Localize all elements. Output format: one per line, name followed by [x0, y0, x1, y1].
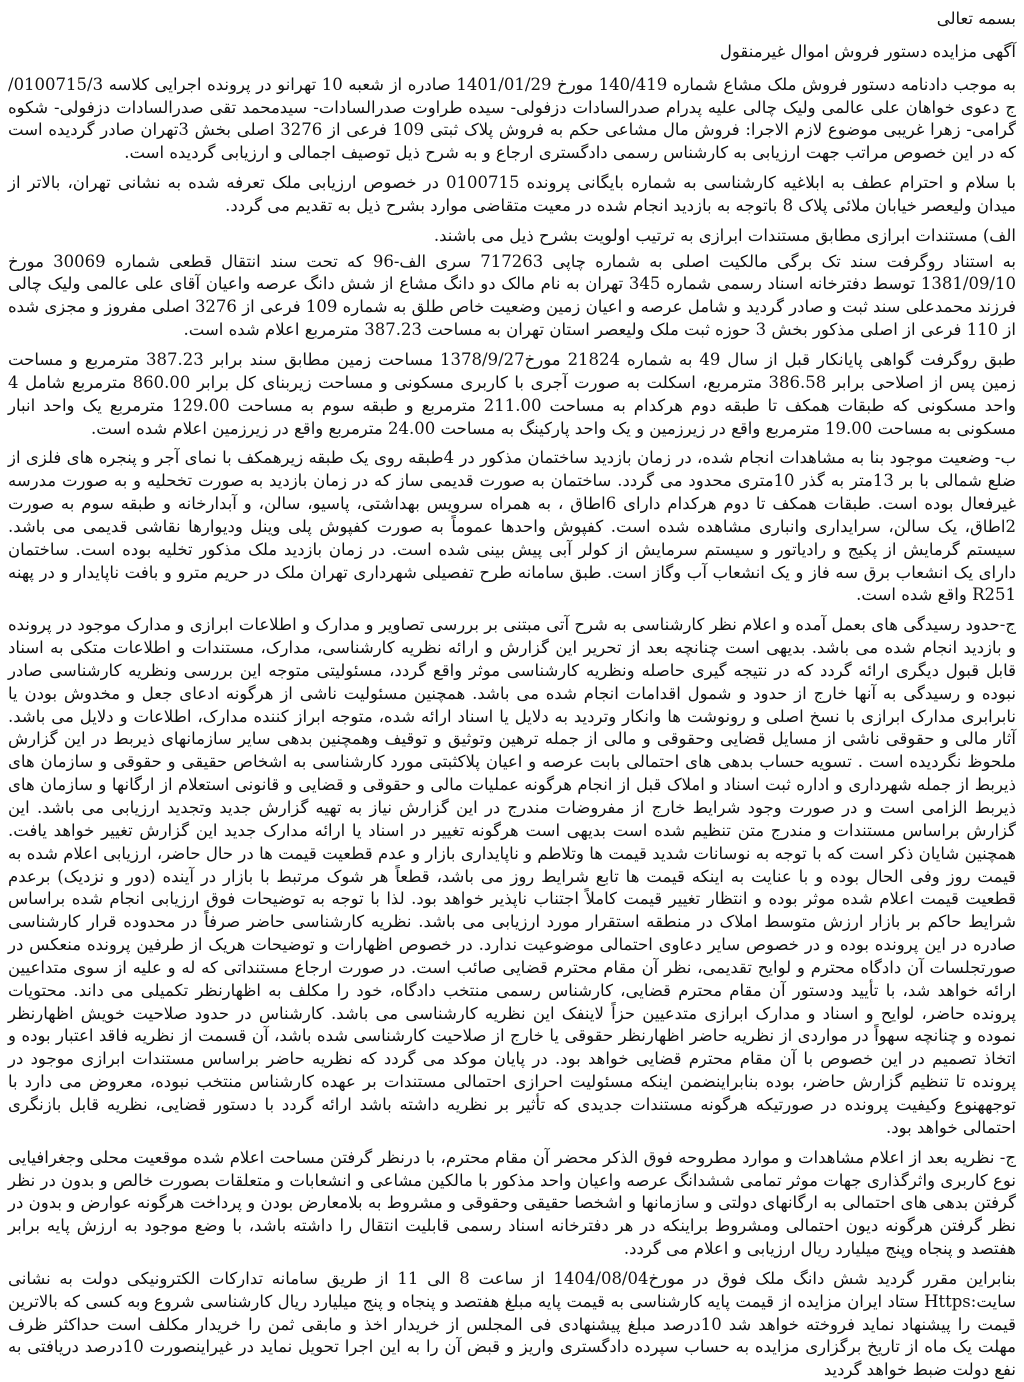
notice-title: آگهی مزایده دستور فروش اموال غیرمنقول: [719, 41, 1016, 61]
paragraph-completion-certificate: طبق روگرفت گواهی پایانکار قبل از سال 49 به شماره 21824 مورخ1378/9/27 مساحت زمین مطابق سند برابر 387.23 مترمربع و مساحت زمین پس از اصلاحی برابر 386.58 مترمربع، اسکلت به صورت آجری با کاربری مسکونی و مساحت زیربنای کل برابر 860.00 مترمربع شامل 4 واحد مسکونی که طبقات همکف تا طبقه دوم هرکدام به مساحت 211.00 مترمربع و طبقه سوم به مساحت 129.00 مترمربع یک واحد انبار مسکونی به مساحت 19.00 مترمربع واقع در زیرزمین و یک واحد پارکینگ به مساحت 24.00 مترمربع واقع در زیرزمین اعلام شده است.: [8, 349, 1016, 438]
paragraph-ownership-deed: به استناد روگرفت سند تک برگی مالکیت اصلی به شماره چاپی 717263 سری الف-96 که تحت سند انتقال قطعی شماره 30069 مورخ 1381/09/10 توسط دفترخانه اسناد رسمی شماره 345 تهران به نام مالک دو دانگ مشاع از شش دانگ عرصه واعیان آقای علی عالمی ولیک چالی فرزند محمدعلی سند ثبت و صادر گردید و شامل عرصه و اعیان زمین وضعیت خاص طلق به شماره 109 فرعی از 3276 اصلی مفروز و مجزی شده از 110 فرعی از اصلی مذکور بخش 3 حوزه ثبت ملک ولیعصر استان تهران به مساحت 387.23 مترمربع اعلام شده است.: [8, 251, 1017, 340]
paragraph-review-scope: ج-حدود رسیدگی های بعمل آمده و اعلام نظر کارشناسی به شرح آتی مبتنی بر بررسی تصاویر و مدارک و اطلاعات ابرازی و مدارک موجود در پرونده و بازدید انجام شده می باشد. بدیهی است چنانچه بعد از تحریر این گزارش و ارائه نظریه کارشناسی، مدارک، مستندات و اطلاعات متکی به اسناد قابل قبول دیگری ارائه گردد که در نتیجه گیری حاصله ونظریه کارشناسی موثر واقع گردد، مسئولیتی متوجه این بررسی ونظریه کارشناسی صادر نبوده و رسیدگی به آنها خارج از حدود و شمول اقدامات انجام شده می باشد. همچنین مسئولیت ناشی از هرگونه ادعای جعل و مخدوش بودن یا نابرابری مدارک ابرازی با نسخ اصلی و رونوشت ها وانکار وتردید به دلایل یا اسناد ارائه شده، متوجه ابراز کننده مدارک، اطلاعات و دلایل می باشد. آثار مالی و حقوقی ناشی از مسایل قضایی وحقوقی و مالی از جمله ترهین وتوثیق و توقیف وهمچنین بدهی سایر سازمانهای ذیربط در این گزارش ملحوظ نگردیده است . تسویه حساب بدهی های احتمالی بابت عرصه و اعیان پلاکثبتی مورد کارشناسی به اشخاص حقیقی و حقوقی و سازمان های ذیربط از جمله شهرداری و اداره ثبت اسناد و املاک قبل از انجام هرگونه عملیات مالی و حقوقی و قضایی و قانونی استعلام از ارگانها و سازمان های ذیربط الزامی است و در صورت وجود شرایط خارج از مفروضات مندرج در این گزارش نیاز به تهیه گزارش جدید وتجدید ارزیابی می باشد. این گزارش براساس مستندات و مندرج متن تنظیم شده است بدیهی است هرگونه تغییر در اسناد یا ارائه مدارک جدید این گزارش تغییر خواهد یافت. همچنین شایان ذکر است که با توجه به نوسانات شدید قیمت ها وتلاطم و ناپایداری بازار و عدم قطعیت قیمت ها در حال حاضر، ارزیابی اعلام شده به قیمت روز وفی الحال بوده و با عنایت به اینکه قیمت ها تابع شرایط روز می باشد، قطعاً هر شوک مرتبط با بازار در آینده (دور و نزدیک) برعدم قطعیت قیمت اعلام شده موثر بوده و انتظار تغییر قیمت کاملاً اجتناب ناپذیر خواهد بود. لذا با توجه به توضیحات فوق ارزیابی انجام شده براساس شرایط حاکم بر بازار ارزش متوسط املاک در منطقه استقرار مورد ارزیابی می باشد. نظریه کارشناسی حاضر صرفاً در محدوده قرار کارشناسی صادره در این پرونده بوده و در خصوص سایر دعاوی احتمالی موضوعیت ندارد. در خصوص اظهارات و توضیحات هریک از طرفین پرونده منعکس در صورتجلسات آن دادگاه محترم و لوایح تقدیمی، نظر آن مقام محترم قضایی صائب است. در صورت ارجاع مستنداتی که له و علیه از سوی متداعیین ارائه خواهد شد، با تأیید ودستور آن مقام محترم قضایی، کارشناس رسمی منتخب دادگاه، خود را مکلف به اظهارنظر تکمیلی می داند. محتویات پرونده حاضر، لوایح و اسناد و مدارک ابرازی متدعیین حزاً لاینفک این نظریه کارشناسی می باشد. کارشناس در حدود صلاحیت خویش اظهارنظر نموده و چنانچه سهواً در مواردی از نظریه حاضر اظهارنظر حقوقی یا خارج از صلاحیت کارشناسی شده باشد، آن قسمت از نظریه فاقد اعتبار بوده و اتخاذ تصمیم در این خصوص با آن مقام محترم قضایی خواهد بود. در پایان موکد می گردد که نظریه حاضر براساس مستندات ابرازی موجود در پرونده تا تنظیم گزارش حاضر، بوده بنابراینضمن اینکه مسئولیت احرازی احتمالی مستندات بر عهده کارشناس منتخب نبوده، معروض می دارد با توجههنوع وکیفیت پرونده در صورتیکه هرگونه مستندات جدیدی که تأثیر بر نظریه داشته باشد ارائه گردد با دستور قضایی، نظریه قابل بازنگری احتمالی خواهد بود.: [8, 615, 1016, 1137]
paragraph-auction-terms: بنابراین مقرر گردید شش دانگ ملک فوق در مورخ1404/08/04 از ساعت 8 الی 11 از طریق سامانه تدارکات الکترونیکی دولت به نشانی سایت:Https ستاد ایران مزایده از قیمت پایه کارشناسی به قیمت پایه مبلغ هفتصد و پنجاه و پنج میلیارد ریال کارشناسی شروع وبه کسی که بالاترین قیمت را پیشنهاد نماید فروخته خواهد شد 10درصد مبلغ پیشنهادی فی المجلس از خریدار اخذ و مابقی ثمن را خریدار مکلف است حداکثر ظرف مهلت یک ماه از تاریخ برگزاری مزایده به حساب سپرده دادگستری واریز و قبض آن را به این اجرا تحویل نماید در غیراینصورت 10درصد دریافتی به نفع دولت ضبط خواهد گردید: [8, 1268, 1017, 1380]
paragraph-valuation-opinion: ج- نظریه بعد از اعلام مشاهدات و موارد مطروحه فوق الذکر محضر آن مقام محترم، با درنظر گرفتن مساحت اعلام شده موقعیت محلی وجغرافیایی نوع کاربری واثرگذاری جهات موثر تمامی ششدانگ عرصه واعیان واحد مذکور با مالکین مشاعی و انشعابات و متعلقات بصورت خالص و بدون در نظر گرفتن بدهی های احتمالی به ارگانهای دولتی و سازمانها و اشخصا حقیقی وحقوقی و مشروط به بلامعارض بودن و پرداخت هرگونه عوارض و بدون در نظر گرفتن هرگونه دیون احتمالی ومشروط براینکه در هر دفترخانه اسناد رسمی قابلیت انتقال را داشته باشد، با وضع موجود به ارزش پایه برابر هفتصد و پنجاه وپنج میلیارد ریال ارزیابی و اعلام می گردد.: [8, 1147, 1016, 1259]
paragraph-section-alef: الف) مستندات ابرازی مطابق مستندات ابرازی به ترتیب اولویت بشرح ذیل می باشند.: [433, 225, 1016, 245]
paragraph-court-order: به موجب دادنامه دستور فروش ملک مشاع شماره 140/419 مورخ 1401/01/29 صادره از شعبه 10 تهرانو در پرونده اجرایی کلاسه 0100715/3/ج دعوی خواهان علی عالمی ولیک چالی علیه پدرام صدرالسادات دزفولی- سیده طراوت صدرالسادات- سیدمحمد تقی صدرالسادات دزفولی- شکوه گرامی- زهرا غریبی موضوع لازم الاجرا: فروش مال مشاعی حکم به فروش پلاک ثبتی 109 فرعی از 3276 اصلی بخش 3تهران صادر گردیده است که در این خصوص مراتب جهت ارزیابی به کارشناس رسمی دادگستری ارجاع و به شرح ذیل توصیف اجمالی و ارزیابی گردیده است.: [8, 74, 1017, 163]
paragraph-existing-condition: ب- وضعیت موجود بنا به مشاهدات انجام شده، در زمان بازدید ساختمان مذکور در 4طبقه روی یک طبقه زیرهمکف با نمای آجر و پنجره های فلزی از ضلع شمالی با بر 13متر به گذر 10متری محدود می گردد. ساختمان به صورت قدیمی ساز که در زمان بازدید به صورت تخحلیه و به صورت مدرسه غیرفعال بوده است. طبقات همکف تا دوم هرکدام دارای 6اطاق ، به همراه سرویس بهداشتی، پاسیو، سالن، و آبدارخانه و طبقه سوم به صورت 2اطاق، یک سالن، سرایداری وانباری مشاهده شده است. کفپوش واحدها عموماً به صورت کفپوش پلی وینل ودیوارها نقاشی قدیمی می باشد. سیستم گرمایش از پکیج و رادیاتور و سیستم سرمایش از کولر آبی پیش بینی شده است. در زمان بازدید ملک مذکور تخلیه بوده است. ساختمان دارای یک انشعاب برق سه فاز و یک انشعاب آب وگاز است. طبق سامانه طرح تفصیلی شهرداری تهران ملک در حریم مترو و بافت ناپایدار و در پهنه R251 واقع شده است.: [8, 448, 1016, 605]
paragraph-greeting: با سلام و احترام عطف به ابلاغیه کارشناسی به شماره بایگانی پرونده 0100715 در خصوص ارزیابی ملک تعرفه شده به نشانی تهران، بالاتر از میدان ولیعصر خیابان ملائی پلاک 8 باتوجه به بازدید انجام شده در معیت متقاضی موارد بشرح ذیل به تقدیم می گردد.: [8, 173, 1016, 215]
basmala-heading: بسمه تعالی: [936, 9, 1016, 28]
